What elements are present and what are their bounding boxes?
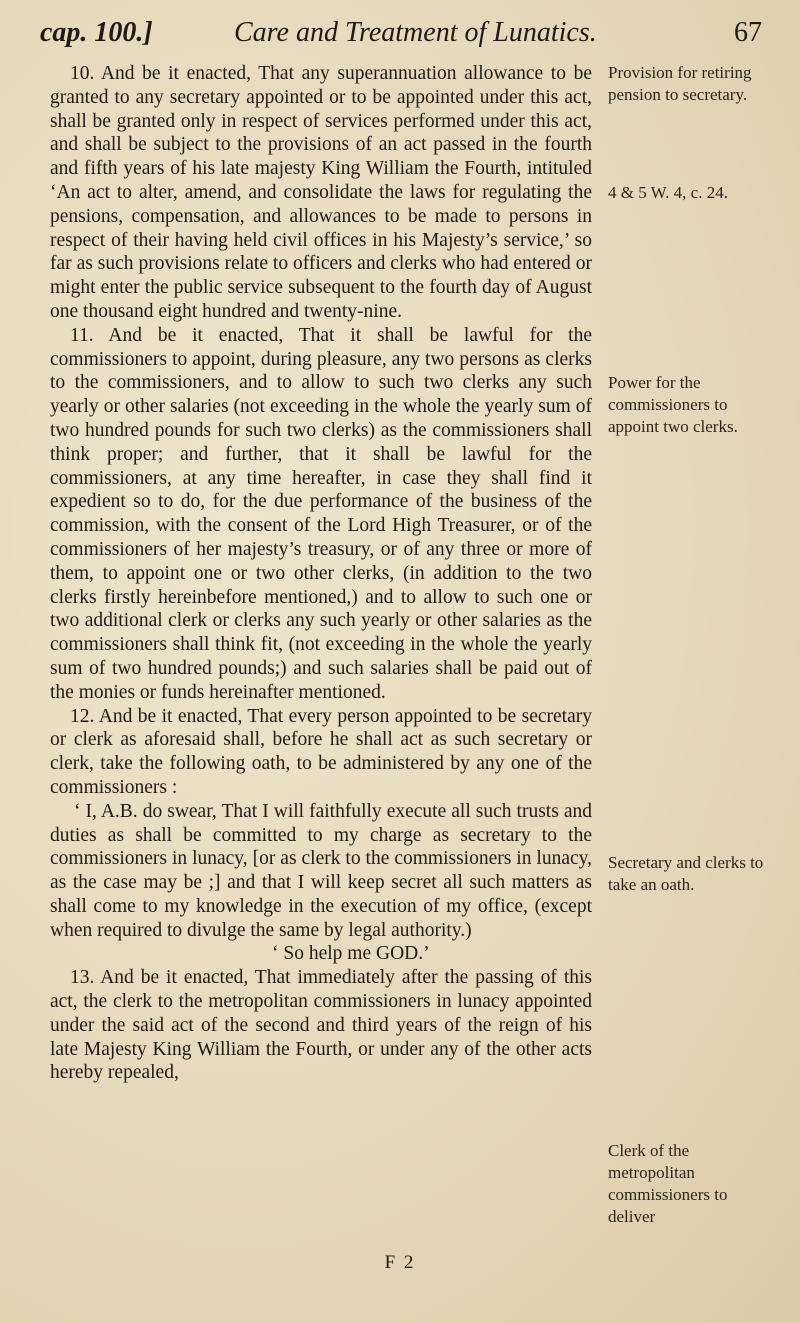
running-header bbox=[40, 16, 762, 50]
chapter-reference: cap. 100.] bbox=[40, 17, 153, 48]
section-10: 10. And be it enacted, That any superannuation allowance to be granted to any secretary appointed or to be appointed under this act, shall be granted only in respect of services performed under this act, and shall be subject to the provisions of an act passed in the fourth and fifth years of his late majesty King William the Fourth, intituled ‘An act to alter, amend, and consolidate the laws for regulating the pensions, compensation, and allowances to be made to persons in respect of their having held civil offices in his Majesty’s service,’ so far as such provisions relate to officers and clerks who had entered or might enter the public service subsequent to the fourth day of August one thousand eight hundred and twenty-nine. bbox=[50, 63, 592, 322]
oath-closing: ‘ So help me GOD.’ bbox=[272, 943, 430, 965]
oath-text: ‘ I, A.B. do swear, That I will faithfully execute all such trusts and duties as shall be committed to my charge as secretary to the commissioners in lunacy, [or as clerk to the commissioners in lunacy, as the case may be ;] and that I will keep secret all such matters as shall come to my knowledge in the execution of my office, (except when required to divulge the same by legal authority.) bbox=[50, 800, 592, 941]
margin-note-appoint-clerks: Power for the commissioners to appoint two clerks. bbox=[608, 373, 738, 436]
margin-note-statute-citation: 4 & 5 W. 4, c. 24. bbox=[608, 183, 728, 202]
section-13: 13. And be it enacted, That immediately after the passing of this act, the clerk to the metropolitan commissioners in lunacy appointed under the said act of the second and third years of the reign of his late Majesty King William the Fourth, or under any of the other acts hereby repealed, bbox=[50, 967, 592, 1084]
page-number: 67 bbox=[734, 17, 762, 48]
running-title: Care and Treatment of Lunatics. bbox=[234, 17, 597, 48]
section-12: 12. And be it enacted, That every person appointed to be secretary or clerk as aforesaid shall, before he shall act as such secretary or clerk, take the following oath, to be administered by any one of the commissioners : bbox=[50, 705, 592, 798]
signature-mark: F 2 bbox=[384, 1252, 416, 1273]
main-text-column bbox=[50, 62, 592, 1085]
section-11: 11. And be it enacted, That it shall be lawful for the commissioners to appoint, during pleasure, any two persons as clerks to the commissioners, and to allow to such two clerks any such yearly or other salaries (not exceeding in the whole the yearly sum of two hundred pounds for such two clerks) as the commissioners shall think proper; and further, that it shall be lawful for the commissioners, at any time hereafter, in case they shall find it expedient so to do, for the due performance of the business of the commission, with the consent of the Lord High Treasurer, or of the commissioners of her majesty’s treasury, or of any three or more of them, to appoint one or two other clerks, (in addition to the two clerks firstly hereinbefore mentioned,) and to allow to such one or two additional clerk or clerks any such yearly or other salaries as the commissioners shall think fit, (not exceeding in the whole the yearly sum of two hundred pounds;) and such salaries shall be paid out of the monies or funds hereinafter mentioned. bbox=[50, 324, 592, 703]
margin-note-retiring-pension: Provision for retiring pension to secretary. bbox=[608, 63, 752, 104]
margin-note-oath: Secretary and clerks to take an oath. bbox=[608, 853, 764, 894]
margin-note-clerk-deliver: Clerk of the metropolitan commissioners to deliver bbox=[608, 1141, 728, 1226]
